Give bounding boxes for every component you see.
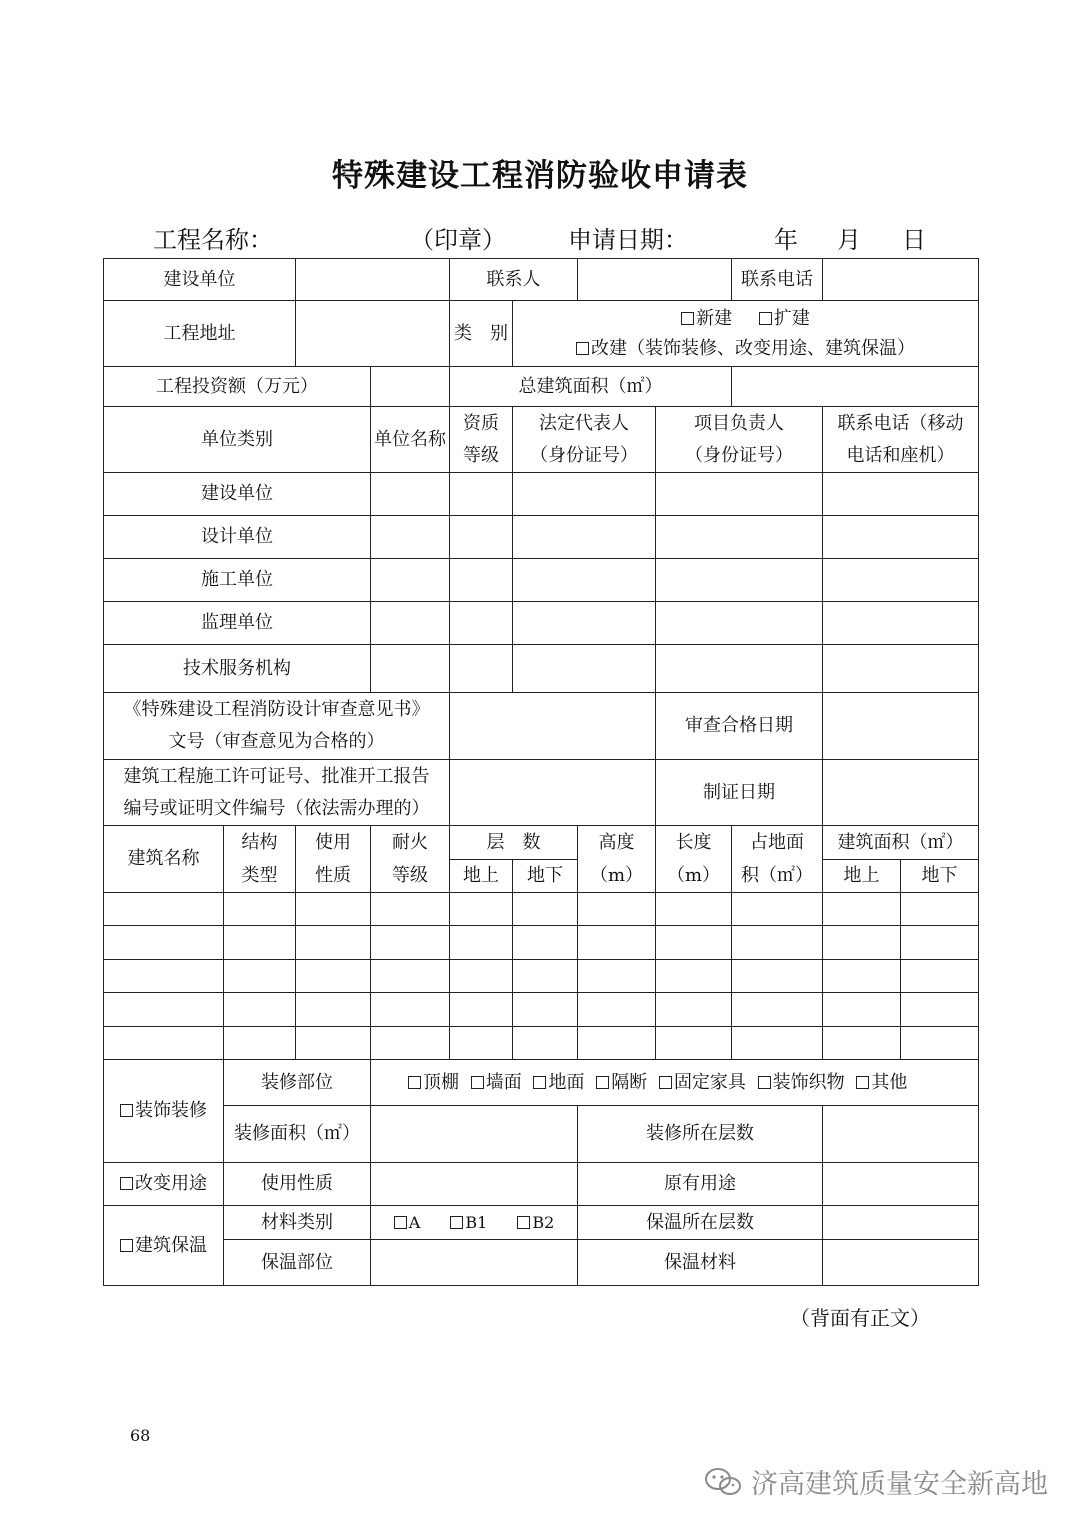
checkbox-icon[interactable] bbox=[450, 1216, 463, 1229]
col-legal-rep: 法定代表人 （身份证号） bbox=[513, 407, 656, 473]
checkbox-icon[interactable] bbox=[471, 1076, 484, 1089]
col-building-area: 建筑面积（㎡） bbox=[823, 826, 979, 860]
deco-part-options bbox=[371, 1060, 979, 1106]
col-unit-phone: 联系电话（移动 电话和座机） bbox=[823, 407, 979, 473]
checkbox-icon[interactable] bbox=[120, 1104, 133, 1117]
checkbox-icon[interactable] bbox=[659, 1076, 672, 1089]
checkbox-icon[interactable] bbox=[120, 1239, 133, 1252]
col-height-2: （m） bbox=[578, 860, 656, 893]
col-floors: 层 数 bbox=[450, 826, 578, 860]
category-label: 类 别 bbox=[450, 301, 513, 367]
opt-new[interactable]: 新建 bbox=[681, 308, 732, 329]
col-area-below: 地下 bbox=[901, 860, 979, 893]
deco-opt[interactable]: 隔断 bbox=[596, 1072, 647, 1093]
col-length-2: （m） bbox=[656, 860, 732, 893]
col-unit-name: 单位名称 bbox=[371, 407, 450, 473]
col-qualification: 资质 等级 bbox=[450, 407, 513, 473]
insul-material-type-label: 材料类别 bbox=[224, 1206, 371, 1240]
col-fire-rating-2: 等级 bbox=[371, 860, 450, 893]
building-row bbox=[104, 1027, 979, 1060]
watermark bbox=[703, 1462, 1048, 1501]
col-area-above: 地上 bbox=[823, 860, 901, 893]
building-row bbox=[104, 960, 979, 993]
checkbox-icon[interactable] bbox=[596, 1076, 609, 1089]
contact-label: 联系人 bbox=[450, 259, 578, 301]
col-height: 高度 bbox=[578, 826, 656, 860]
unit-type-label: 施工单位 bbox=[104, 559, 371, 602]
address-label: 工程地址 bbox=[104, 301, 296, 367]
permit-date-label: 制证日期 bbox=[656, 760, 823, 826]
insul-section[interactable]: 建筑保温 bbox=[104, 1206, 224, 1286]
unit-row bbox=[104, 645, 979, 693]
insul-opt-b1[interactable]: B1 bbox=[450, 1213, 487, 1232]
checkbox-icon[interactable] bbox=[576, 342, 589, 355]
checkbox-icon[interactable] bbox=[681, 312, 694, 325]
contact-phone-value[interactable] bbox=[823, 259, 979, 301]
insul-floors-label: 保温所在层数 bbox=[578, 1206, 823, 1240]
checkbox-icon[interactable] bbox=[856, 1076, 869, 1089]
opt-rebuild[interactable]: 改建（装饰装修、改变用途、建筑保温） bbox=[576, 338, 915, 359]
col-fire-rating: 耐火 bbox=[371, 826, 450, 860]
unit-type-label: 监理单位 bbox=[104, 602, 371, 645]
deco-floors-value[interactable] bbox=[823, 1106, 979, 1163]
col-floors-above: 地上 bbox=[450, 860, 513, 893]
insul-part-label: 保温部位 bbox=[224, 1240, 371, 1286]
watermark-text: 济高建筑质量安全新高地 bbox=[751, 1469, 1048, 1500]
deco-opt[interactable]: 装饰织物 bbox=[758, 1072, 845, 1093]
page-number: 68 bbox=[130, 1426, 151, 1445]
col-structure-2: 类型 bbox=[224, 860, 296, 893]
checkbox-icon[interactable] bbox=[408, 1076, 421, 1089]
unit-type-label: 建设单位 bbox=[104, 473, 371, 516]
checkbox-icon[interactable] bbox=[533, 1076, 546, 1089]
deco-opt[interactable]: 顶棚 bbox=[408, 1072, 459, 1093]
insul-part-value[interactable] bbox=[371, 1240, 578, 1286]
deco-section[interactable]: 装饰装修 bbox=[104, 1060, 224, 1163]
investment-value[interactable] bbox=[371, 367, 450, 407]
col-unit-type: 单位类别 bbox=[104, 407, 371, 473]
insul-material-type-options bbox=[371, 1206, 578, 1240]
unit-row bbox=[104, 559, 979, 602]
col-structure: 结构 bbox=[224, 826, 296, 860]
usage-original-label: 原有用途 bbox=[578, 1163, 823, 1206]
checkbox-icon[interactable] bbox=[394, 1216, 407, 1229]
col-use: 使用 bbox=[296, 826, 371, 860]
checkbox-icon[interactable] bbox=[120, 1177, 133, 1190]
deco-opt[interactable]: 墙面 bbox=[471, 1072, 522, 1093]
checkbox-icon[interactable] bbox=[758, 1076, 771, 1089]
total-area-value[interactable] bbox=[732, 367, 979, 407]
unit-type-label: 技术服务机构 bbox=[104, 645, 371, 693]
address-value[interactable] bbox=[296, 301, 450, 367]
deco-opt[interactable]: 地面 bbox=[533, 1072, 584, 1093]
col-length: 长度 bbox=[656, 826, 732, 860]
builder-unit-label: 建设单位 bbox=[104, 259, 296, 301]
year-label: 年 bbox=[774, 226, 798, 254]
unit-row bbox=[104, 516, 979, 559]
apply-date-label: 申请日期： bbox=[568, 226, 688, 254]
permit-date-value[interactable] bbox=[823, 760, 979, 826]
review-date-label: 审查合格日期 bbox=[656, 693, 823, 760]
total-area-label: 总建筑面积（㎡） bbox=[450, 367, 732, 407]
checkbox-icon[interactable] bbox=[517, 1216, 530, 1229]
building-row bbox=[104, 926, 979, 960]
deco-floors-label: 装修所在层数 bbox=[578, 1106, 823, 1163]
deco-area-value[interactable] bbox=[371, 1106, 578, 1163]
permit-label: 建筑工程施工许可证号、批准开工报告 编号或证明文件编号（依法需办理的） bbox=[104, 760, 450, 826]
col-floors-below: 地下 bbox=[513, 860, 578, 893]
contact-value[interactable] bbox=[578, 259, 732, 301]
back-side-note: （背面有正文） bbox=[790, 1306, 930, 1330]
checkbox-icon[interactable] bbox=[759, 312, 772, 325]
contact-phone-label: 联系电话 bbox=[732, 259, 823, 301]
col-use-2: 性质 bbox=[296, 860, 371, 893]
usage-nature-value[interactable] bbox=[371, 1163, 578, 1206]
review-doc-label: 《特殊建设工程消防设计审查意见书》 文号（审查意见为合格的） bbox=[104, 693, 450, 760]
permit-value[interactable] bbox=[450, 760, 656, 826]
unit-row bbox=[104, 602, 979, 645]
review-date-value[interactable] bbox=[823, 693, 979, 760]
usage-nature-label: 使用性质 bbox=[224, 1163, 371, 1206]
review-doc-value[interactable] bbox=[450, 693, 656, 760]
building-row bbox=[104, 893, 979, 926]
insul-opt-a[interactable]: A bbox=[394, 1213, 421, 1232]
col-building-name: 建筑名称 bbox=[104, 826, 224, 893]
deco-part-label: 装修部位 bbox=[224, 1060, 371, 1106]
deco-opt[interactable]: 固定家具 bbox=[659, 1072, 746, 1093]
col-footprint-2: 积（㎡） bbox=[732, 860, 823, 893]
application-form-table bbox=[103, 258, 979, 1286]
opt-expand[interactable]: 扩建 bbox=[759, 308, 810, 329]
investment-label: 工程投资额（万元） bbox=[104, 367, 371, 407]
building-row bbox=[104, 993, 979, 1027]
day-label: 日 bbox=[902, 226, 926, 254]
builder-unit-value[interactable] bbox=[296, 259, 450, 301]
project-name-label: 工程名称： bbox=[153, 226, 273, 254]
usage-original-value[interactable] bbox=[823, 1163, 979, 1206]
col-footprint: 占地面 bbox=[732, 826, 823, 860]
insul-material-label: 保温材料 bbox=[578, 1240, 823, 1286]
deco-opt[interactable]: 其他 bbox=[856, 1072, 907, 1093]
insul-floors-value[interactable] bbox=[823, 1206, 979, 1240]
unit-row bbox=[104, 473, 979, 516]
month-label: 月 bbox=[837, 226, 861, 254]
insul-opt-b2[interactable]: B2 bbox=[517, 1213, 554, 1232]
wechat-icon bbox=[703, 1466, 743, 1498]
insul-material-value[interactable] bbox=[823, 1240, 979, 1286]
usage-section[interactable]: 改变用途 bbox=[104, 1163, 224, 1206]
unit-type-label: 设计单位 bbox=[104, 516, 371, 559]
seal-label: （印章） bbox=[410, 226, 506, 254]
deco-area-label: 装修面积（㎡） bbox=[224, 1106, 371, 1163]
category-options bbox=[513, 301, 979, 367]
col-project-manager: 项目负责人 （身份证号） bbox=[656, 407, 823, 473]
form-title: 特殊建设工程消防验收申请表 bbox=[332, 158, 748, 194]
